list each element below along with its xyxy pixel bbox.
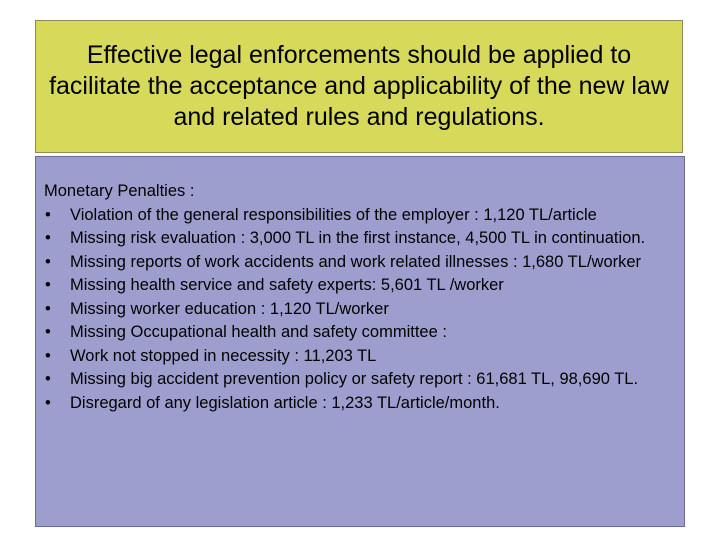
bullet-icon: • xyxy=(45,229,51,247)
list-item-text: Missing risk evaluation : 3,000 TL in the first instance, 4,500 TL in continuation. xyxy=(70,229,646,247)
list-item-text: Violation of the general responsibilities of the employer : 1,120 TL/article xyxy=(70,205,597,224)
content-box xyxy=(35,156,685,527)
list-item-text: Missing worker education : 1,120 TL/worker xyxy=(70,299,389,318)
list-item-text: Missing big accident prevention policy or safety report : 61,681 TL, 98,690 TL. xyxy=(70,370,639,388)
bullet-icon: • xyxy=(45,252,51,271)
bullet-icon: • xyxy=(45,323,51,341)
list-item xyxy=(44,300,676,320)
list-item-text: Missing Occupational health and safety committee : xyxy=(70,323,447,341)
bullet-icon: • xyxy=(45,205,51,224)
list-item xyxy=(44,394,676,414)
list-item xyxy=(44,253,676,273)
list-item-text: Disregard of any legislation article : 1,233 TL/article/month. xyxy=(70,393,500,412)
list-item xyxy=(44,276,676,296)
list-item-text: Missing health service and safety experts: 5,601 TL /worker xyxy=(70,276,504,294)
list-item xyxy=(44,229,676,249)
list-item xyxy=(44,323,676,343)
slide-title: Effective legal enforcements should be applied to facilitate the acceptance and applicability of the new law and related rules and regulations. xyxy=(49,41,669,131)
bullet-icon: • xyxy=(45,299,51,318)
bullet-icon: • xyxy=(45,276,51,294)
penalties-heading: Monetary Penalties : xyxy=(44,182,195,200)
bullet-icon: • xyxy=(45,370,51,388)
bullet-icon: • xyxy=(45,393,51,412)
list-item xyxy=(44,370,676,390)
bullet-icon: • xyxy=(45,346,51,365)
title-box xyxy=(35,20,683,153)
list-item xyxy=(44,206,676,226)
penalties-list xyxy=(44,206,676,414)
list-item xyxy=(44,347,676,367)
list-item-text: Work not stopped in necessity : 11,203 TL xyxy=(70,346,377,365)
list-item-text: Missing reports of work accidents and work related illnesses : 1,680 TL/worker xyxy=(70,252,642,271)
